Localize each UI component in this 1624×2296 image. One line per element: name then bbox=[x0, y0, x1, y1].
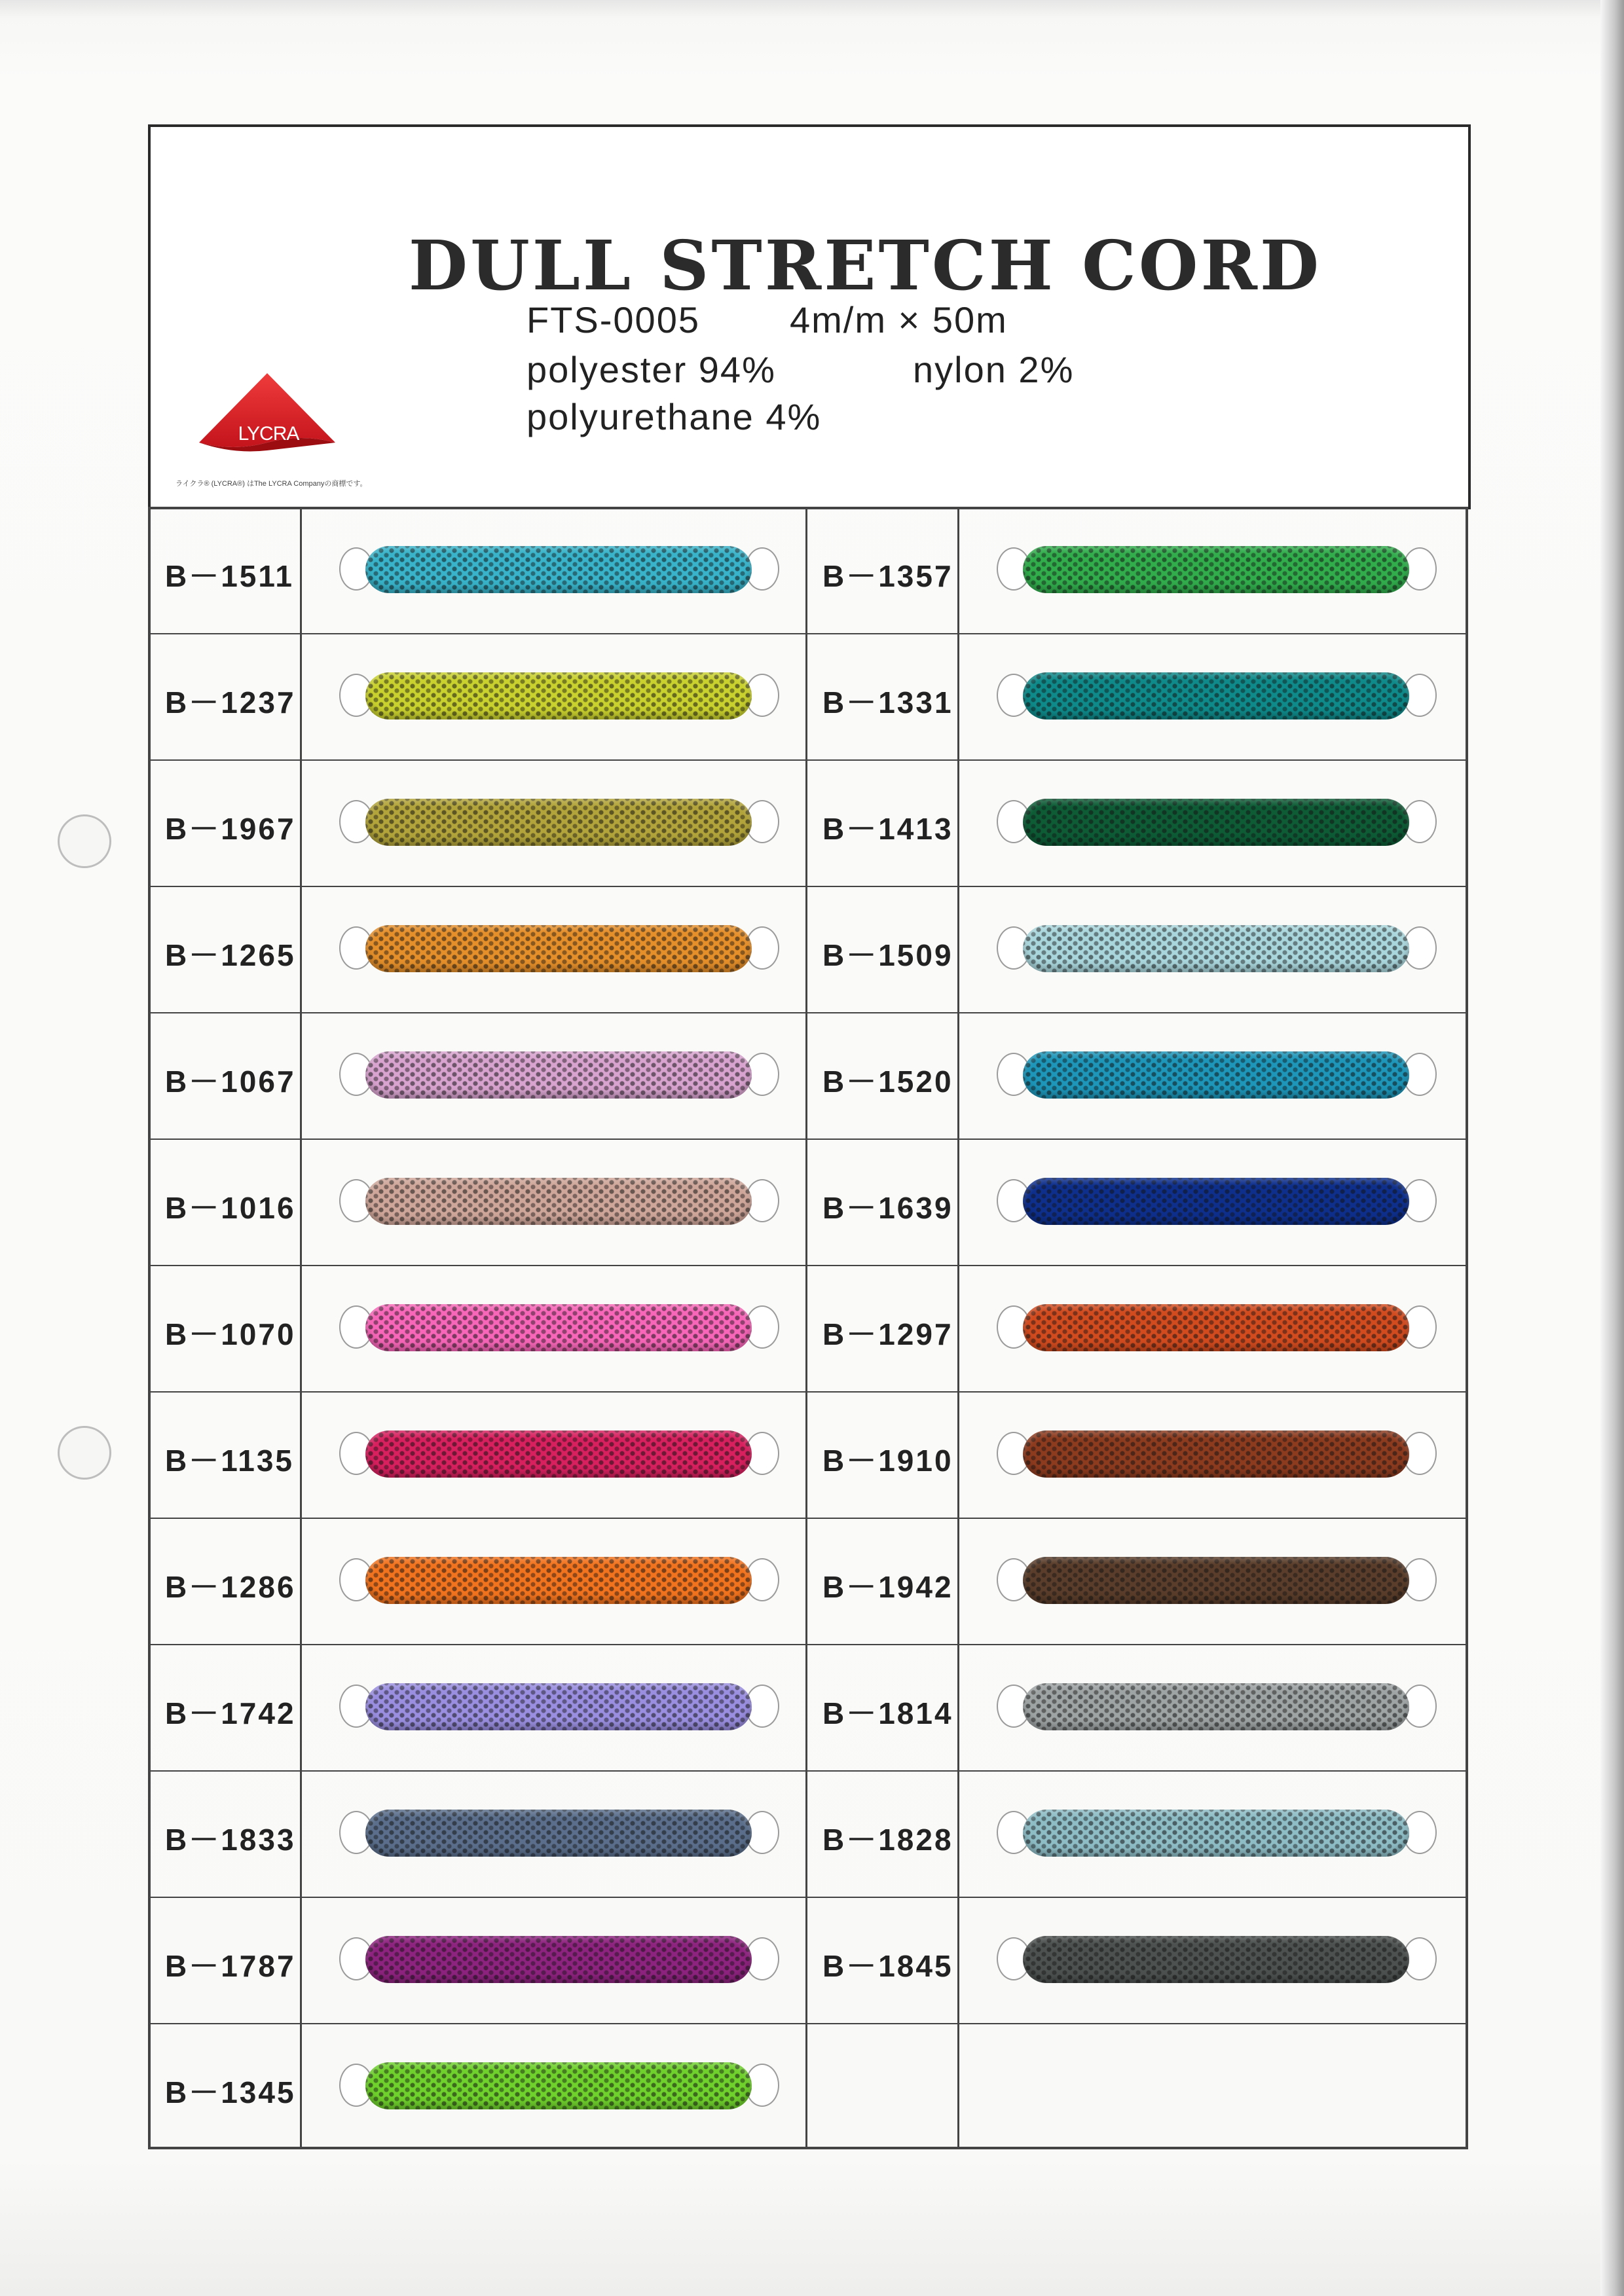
swatch-code: B－1828 bbox=[822, 1823, 953, 1857]
cord-swatch bbox=[1023, 1051, 1409, 1099]
swatch-code: B－1742 bbox=[165, 1696, 296, 1730]
swatch-code: B－1016 bbox=[165, 1191, 296, 1225]
grid-row-divider bbox=[148, 759, 1468, 761]
punch-hole-top bbox=[58, 814, 111, 868]
grid-row-divider bbox=[148, 633, 1468, 634]
logo-wordmark: LYCRA bbox=[238, 423, 299, 445]
grid-border-left bbox=[148, 507, 151, 2149]
swatch-code: B－1331 bbox=[822, 685, 953, 720]
grid-border-top bbox=[148, 507, 1468, 509]
grid-divider-middle bbox=[805, 507, 807, 2149]
cord-swatch bbox=[365, 799, 752, 846]
composition-polyester: polyester 94% bbox=[526, 349, 776, 390]
swatch-code: B－1297 bbox=[822, 1317, 953, 1351]
grid-border-bottom bbox=[148, 2147, 1468, 2149]
swatch-code: B－1833 bbox=[165, 1823, 296, 1857]
cord-swatch bbox=[1023, 672, 1409, 720]
cord-swatch bbox=[1023, 1810, 1409, 1857]
cord-swatch bbox=[365, 672, 752, 720]
cord-swatch bbox=[1023, 1557, 1409, 1604]
cord-swatch bbox=[365, 1304, 752, 1351]
grid-row-divider bbox=[148, 1265, 1468, 1266]
swatch-code: B－1265 bbox=[165, 938, 296, 972]
cord-swatch bbox=[1023, 1430, 1409, 1478]
swatch-code: B－1910 bbox=[822, 1444, 953, 1478]
cord-swatch bbox=[365, 546, 752, 593]
cord-swatch bbox=[365, 2062, 752, 2109]
punch-hole-bottom bbox=[58, 1426, 111, 1480]
swatch-code: B－1357 bbox=[822, 559, 953, 593]
cord-swatch bbox=[365, 1557, 752, 1604]
page-title: DULL STRETCH CORD bbox=[408, 225, 1322, 306]
swatch-code: B－1845 bbox=[822, 1949, 953, 1983]
grid-divider-code-left bbox=[300, 507, 302, 2149]
composition-nylon: nylon 2% bbox=[913, 349, 1075, 390]
swatch-code: B－1067 bbox=[165, 1065, 296, 1099]
swatch-code: B－1520 bbox=[822, 1065, 953, 1099]
swatch-code: B－1413 bbox=[822, 812, 953, 846]
cord-swatch bbox=[1023, 925, 1409, 972]
swatch-code: B－1345 bbox=[165, 2075, 296, 2109]
cord-swatch bbox=[1023, 1683, 1409, 1730]
swatch-code: B－1942 bbox=[822, 1570, 953, 1604]
swatch-code: B－1639 bbox=[822, 1191, 953, 1225]
cord-swatch bbox=[365, 925, 752, 972]
cord-swatch bbox=[365, 1683, 752, 1730]
grid-row-divider bbox=[148, 886, 1468, 887]
swatch-code: B－1509 bbox=[822, 938, 953, 972]
cord-swatch bbox=[1023, 546, 1409, 593]
grid-row-divider bbox=[148, 1770, 1468, 1772]
swatch-code: B－1967 bbox=[165, 812, 296, 846]
grid-row-divider bbox=[148, 1139, 1468, 1140]
grid-row-divider bbox=[148, 2023, 1468, 2024]
swatch-code: B－1511 bbox=[165, 559, 295, 593]
card-header bbox=[148, 124, 1471, 509]
grid-row-divider bbox=[148, 1012, 1468, 1013]
swatch-code: B－1286 bbox=[165, 1570, 296, 1604]
grid-divider-code-right bbox=[957, 507, 959, 2149]
grid-row-divider bbox=[148, 1391, 1468, 1393]
cord-swatch bbox=[365, 1810, 752, 1857]
grid-row-divider bbox=[148, 1518, 1468, 1519]
product-code: FTS-0005 bbox=[526, 299, 700, 340]
cord-swatch bbox=[365, 1936, 752, 1983]
swatch-code: B－1135 bbox=[165, 1444, 295, 1478]
lycra-logo bbox=[190, 369, 347, 454]
cord-swatch bbox=[1023, 1178, 1409, 1225]
swatch-code: B－1814 bbox=[822, 1696, 953, 1730]
swatch-code: B－1787 bbox=[165, 1949, 296, 1983]
composition-polyurethane: polyurethane 4% bbox=[526, 396, 822, 437]
cord-swatch bbox=[1023, 1936, 1409, 1983]
cord-swatch bbox=[1023, 799, 1409, 846]
swatch-card bbox=[148, 124, 1468, 2160]
product-size: 4m/m × 50m bbox=[790, 299, 1008, 340]
cord-swatch bbox=[1023, 1304, 1409, 1351]
swatch-code: B－1237 bbox=[165, 685, 296, 720]
trademark-note: ライクラ® (LYCRA®) はThe LYCRA Companyの商標です。 bbox=[175, 480, 367, 488]
grid-border-right bbox=[1466, 507, 1468, 2149]
binder-edge bbox=[1600, 0, 1624, 2296]
cord-swatch bbox=[365, 1051, 752, 1099]
cord-swatch bbox=[365, 1430, 752, 1478]
cord-swatch bbox=[365, 1178, 752, 1225]
swatch-code: B－1070 bbox=[165, 1317, 296, 1351]
grid-row-divider bbox=[148, 1897, 1468, 1898]
grid-row-divider bbox=[148, 1644, 1468, 1645]
